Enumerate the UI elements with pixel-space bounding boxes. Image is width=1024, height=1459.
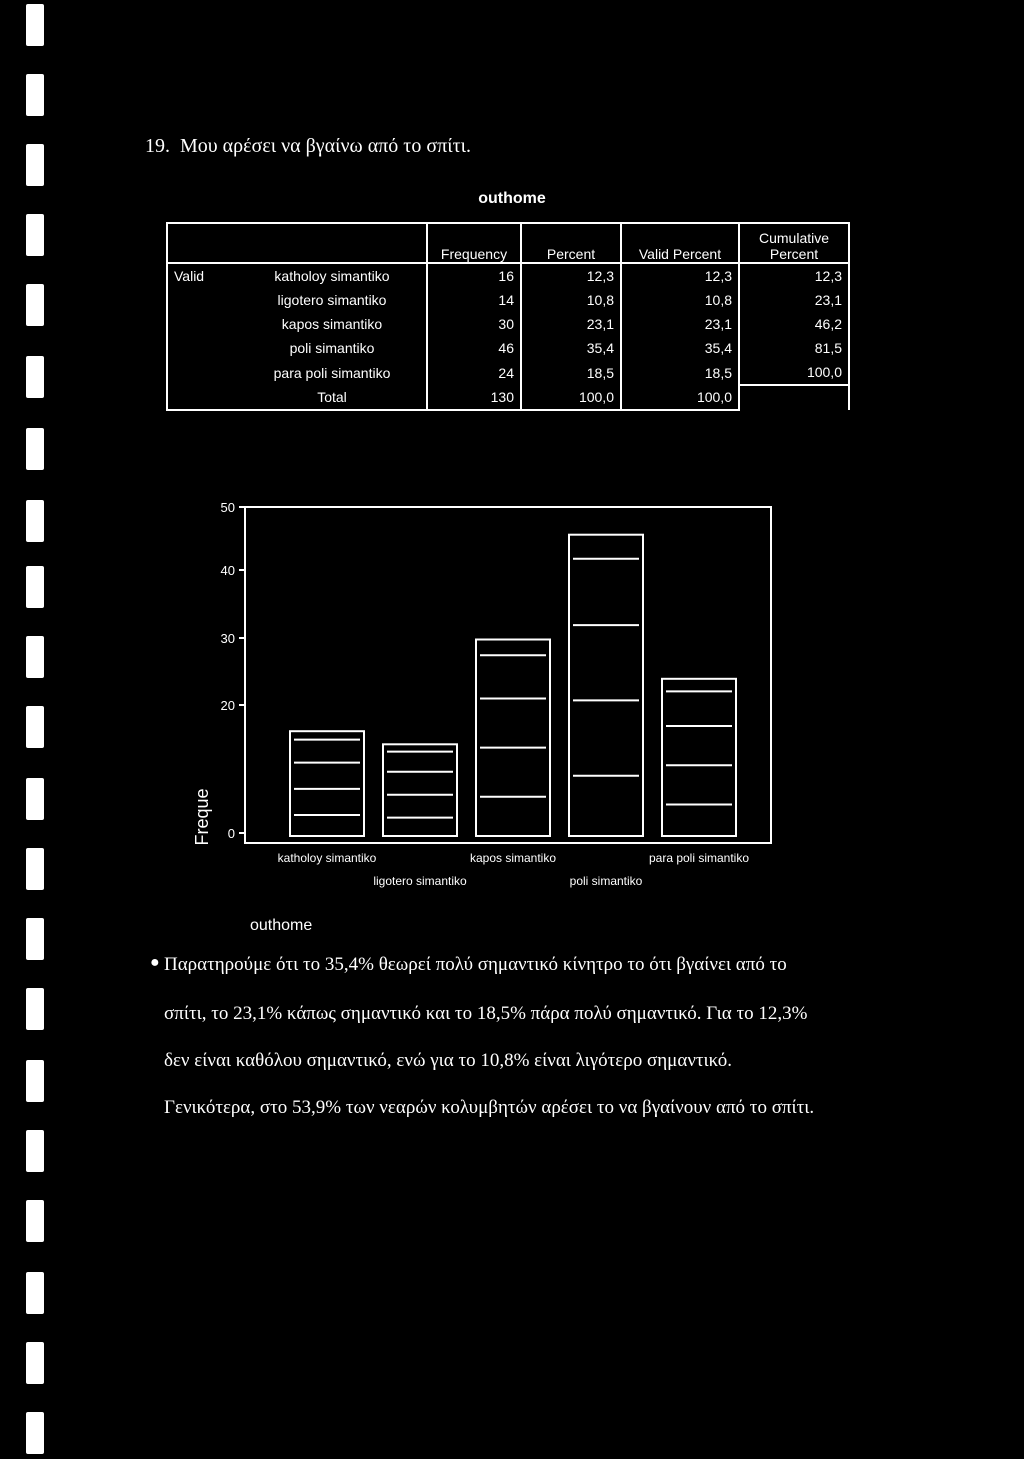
cell-percent: 12,3: [521, 263, 621, 288]
cell-frequency: 14: [427, 288, 521, 312]
y-axis-label: Freque: [192, 788, 212, 846]
x-tick-label: ligotero simantiko: [373, 874, 467, 888]
bar: [662, 679, 736, 836]
section-title: Μου αρέσει να βγαίνω από το σπίτι.: [180, 135, 471, 157]
paragraph-line: Γενικότερα, στο 53,9% των νεαρών κολυμβητών αρέσει το να βγαίνουν από το σπίτι.: [164, 1097, 815, 1118]
y-axis-ticks: [221, 500, 245, 841]
cell-frequency: 16: [427, 263, 521, 288]
cell-percent: 23,1: [521, 312, 621, 336]
group-label: Valid: [167, 263, 238, 288]
x-axis-labels: [278, 851, 750, 888]
cell-frequency: 30: [427, 312, 521, 336]
cell-percent: 10,8: [521, 288, 621, 312]
cell-percent: 18,5: [521, 360, 621, 385]
header-valid-percent: Valid Percent: [621, 223, 739, 263]
cell-cumulative: 12,3: [739, 263, 849, 288]
paragraph-line: δεν είναι καθόλου σημαντικό, ενώ για το 10,8% είναι λιγότερο σημαντικό.: [164, 1050, 733, 1071]
cell-valid-percent: 18,5: [621, 360, 739, 385]
cell-percent: 35,4: [521, 336, 621, 360]
paragraph-line: σπίτι, το 23,1% κάπως σημαντικό και το 18,5% πάρα πολύ σημαντικό. Για το 12,3%: [164, 1003, 808, 1024]
header-frequency: Frequency: [427, 223, 521, 263]
total-valid-percent: 100,0: [621, 385, 739, 410]
y-tick-label: 50: [220, 500, 235, 515]
cell-valid-percent: 23,1: [621, 312, 739, 336]
total-frequency: 130: [427, 385, 521, 410]
bar: [383, 744, 457, 836]
x-tick-label: kapos simantiko: [469, 851, 557, 865]
y-tick-label: 30: [220, 631, 235, 646]
cell-frequency: 46: [427, 336, 521, 360]
row-label: para poli simantiko: [238, 360, 427, 385]
header-percent: Percent: [521, 223, 621, 263]
paragraph-line: Παρατηρούμε ότι το 35,4% θεωρεί πολύ σημαντικό κίνητρο το ότι βγαίνει από το: [164, 954, 787, 975]
cell-valid-percent: 10,8: [621, 288, 739, 312]
plot-frame: [245, 507, 771, 843]
cell-cumulative: 81,5: [739, 336, 849, 360]
table-title: outhome: [478, 190, 546, 207]
row-label: ligotero simantiko: [238, 288, 427, 312]
cell-valid-percent: 35,4: [621, 336, 739, 360]
cell-valid-percent: 12,3: [621, 263, 739, 288]
total-label: Total: [238, 385, 427, 410]
x-tick-label: poli simantiko: [569, 874, 643, 888]
row-label: katholoy simantiko: [238, 263, 427, 288]
y-tick-label: 20: [220, 698, 235, 713]
bar: [569, 535, 643, 836]
y-tick-label: 0: [227, 826, 235, 841]
y-tick-label: 40: [220, 563, 235, 578]
bars-group: [290, 535, 736, 836]
x-axis-title: outhome: [250, 917, 313, 934]
row-label: poli simantiko: [238, 336, 427, 360]
cell-cumulative: 23,1: [739, 288, 849, 312]
header-cumulative-line1: Cumulative: [758, 230, 830, 246]
bullet-icon: ●: [150, 954, 160, 971]
header-cumulative-line2: Percent: [769, 246, 819, 262]
total-percent: 100,0: [521, 385, 621, 410]
bar: [290, 731, 364, 836]
section-number: 19.: [145, 135, 170, 157]
x-tick-label: para poli simantiko: [648, 851, 750, 865]
cell-cumulative: 100,0: [739, 360, 849, 385]
bar: [476, 640, 550, 837]
x-tick-label: katholoy simantiko: [277, 851, 377, 865]
row-label: kapos simantiko: [238, 312, 427, 336]
cell-frequency: 24: [427, 360, 521, 385]
cell-cumulative: 46,2: [739, 312, 849, 336]
